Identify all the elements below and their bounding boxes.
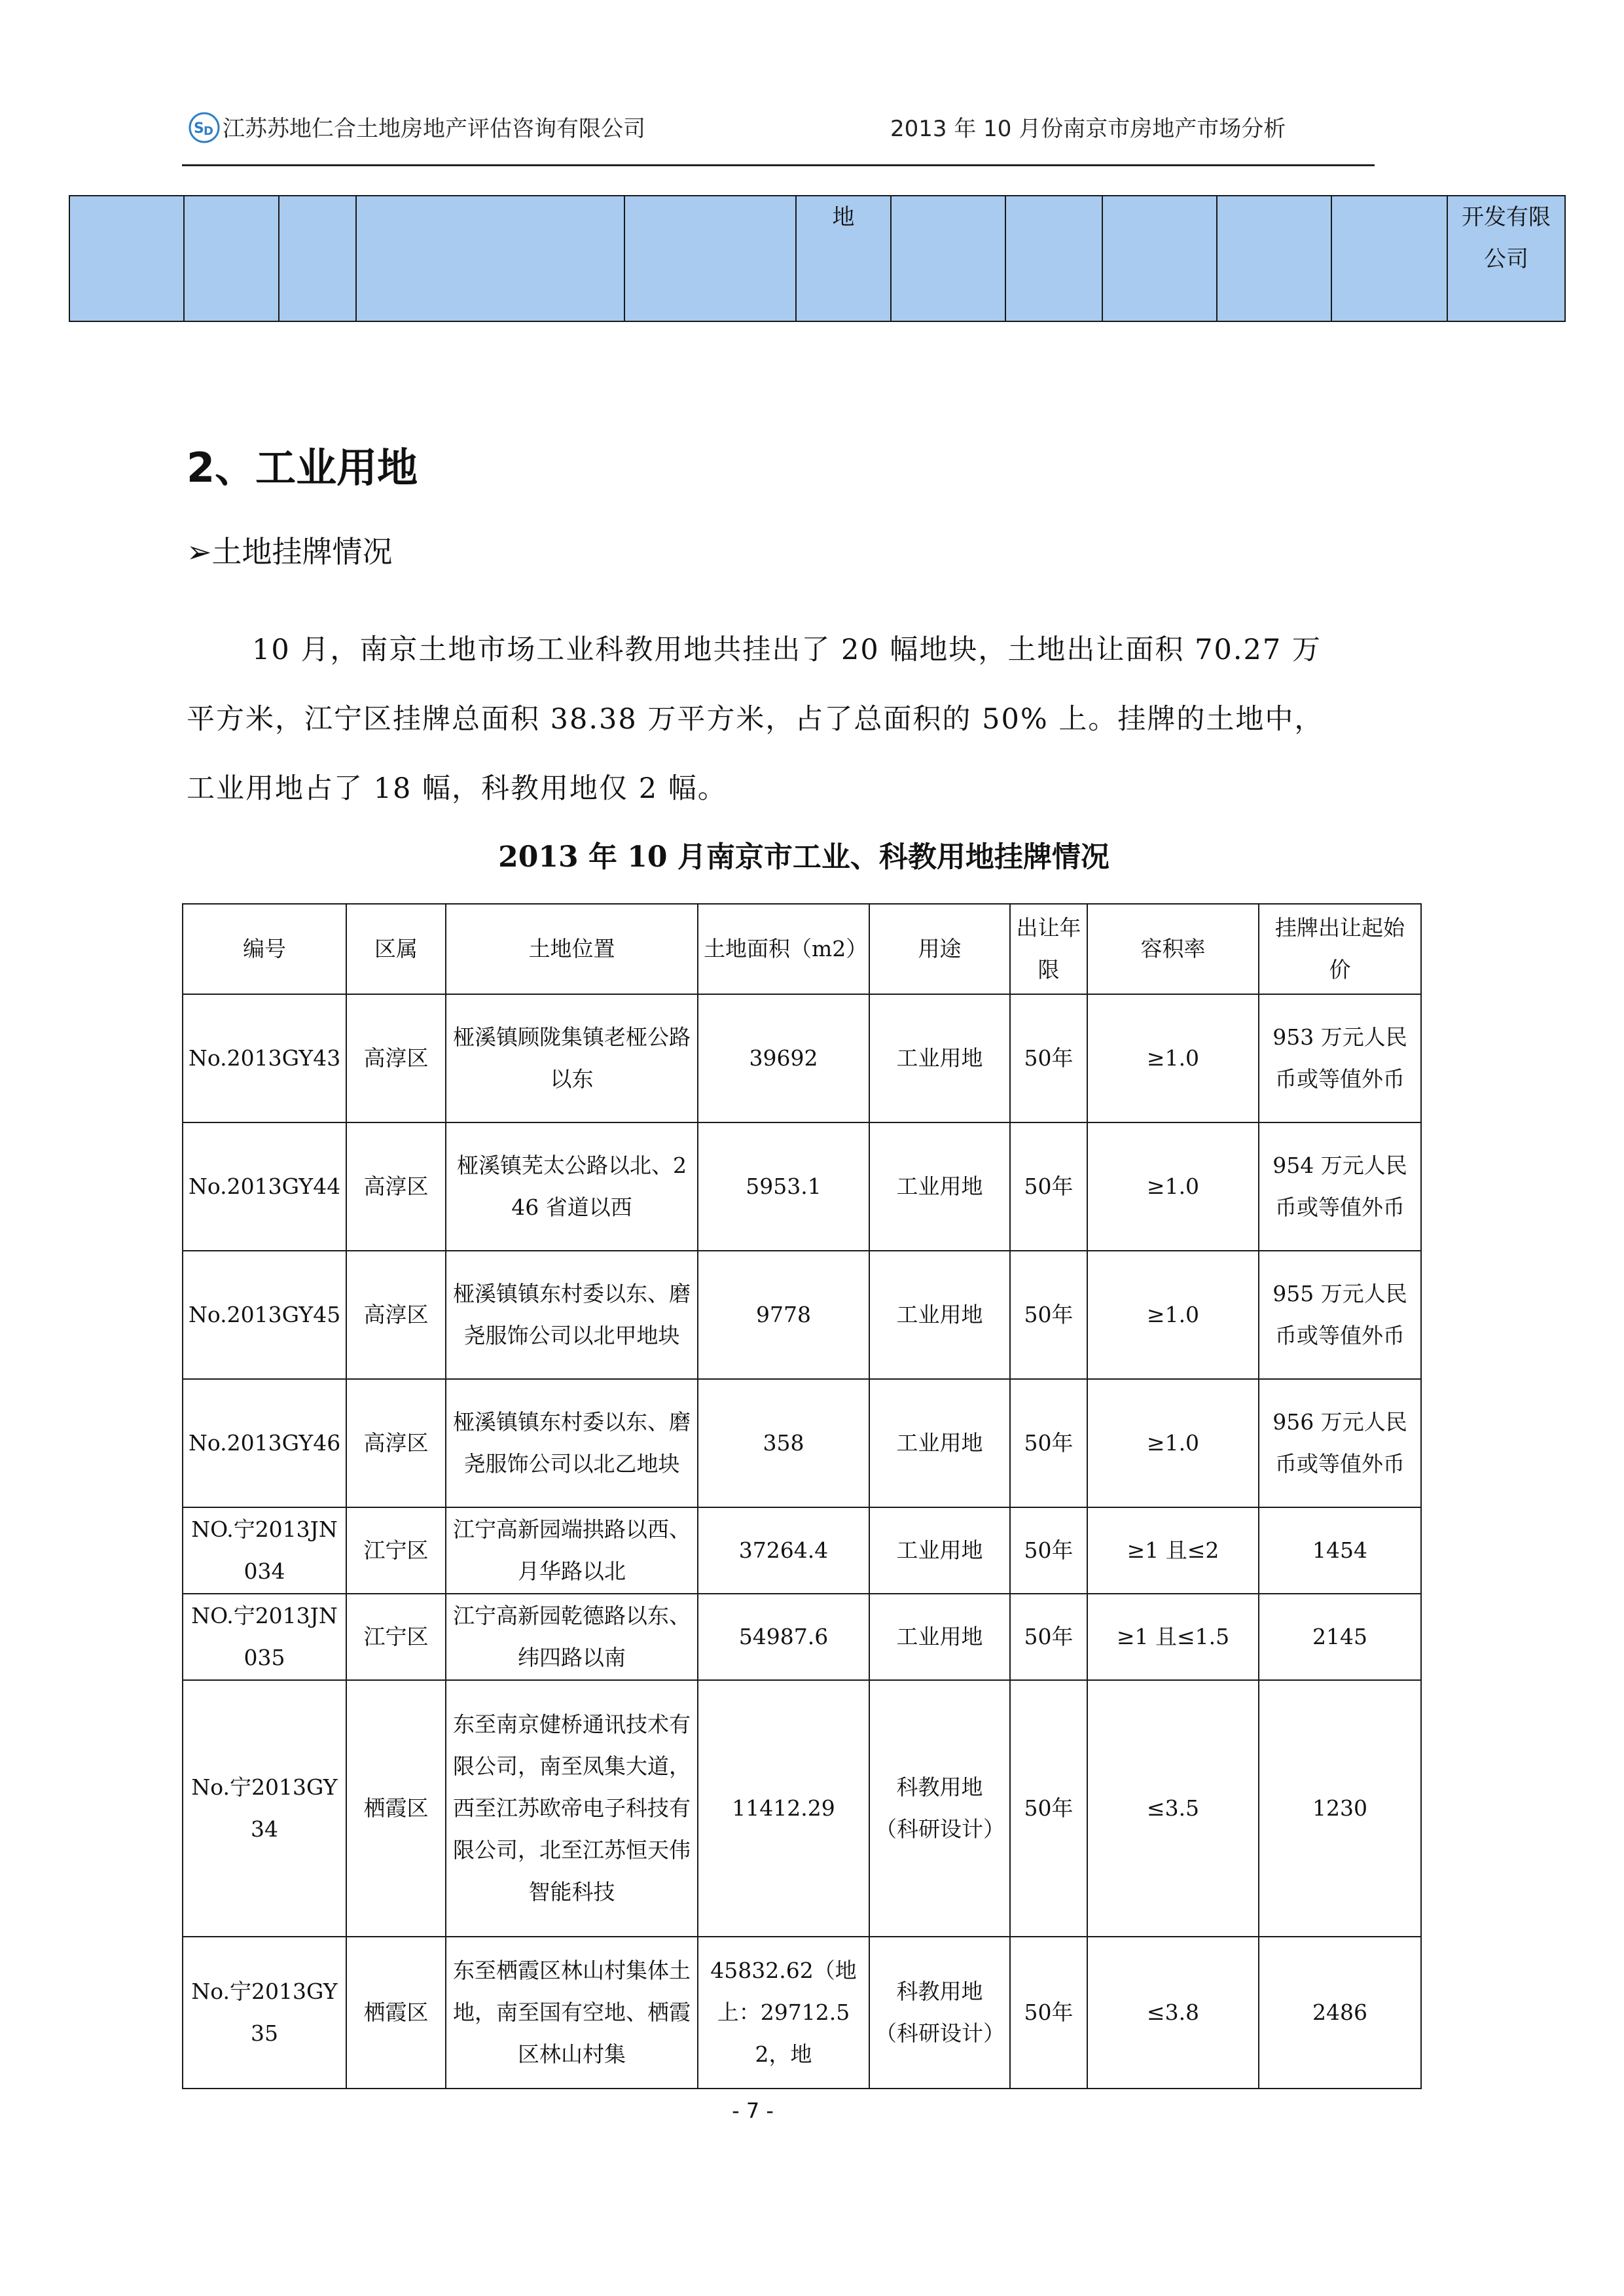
cell-location: 桠溪镇顾陇集镇老桠公路以东 bbox=[446, 994, 698, 1122]
cell-id: No.2013GY43 bbox=[183, 994, 346, 1122]
cell-start-price: 1230 bbox=[1259, 1680, 1421, 1937]
cell-term: 50年 bbox=[1010, 1122, 1087, 1251]
cell-area: 39692 bbox=[698, 994, 869, 1122]
cell-area: 54987.6 bbox=[698, 1594, 869, 1680]
table-row bbox=[183, 1122, 1421, 1251]
cell-plot-ratio: ≥1 且≤2 bbox=[1087, 1507, 1259, 1594]
cell-location: 东至南京健桥通讯技术有限公司，南至凤集大道，西至江苏欧帝电子科技有限公司，北至江苏恒天伟智能科技 bbox=[446, 1680, 698, 1937]
cell-start-price: 2145 bbox=[1259, 1594, 1421, 1680]
cell-term: 50年 bbox=[1010, 1937, 1087, 2089]
header-cell: 编号 bbox=[183, 904, 346, 994]
header-cell: 土地面积（m2） bbox=[698, 904, 869, 994]
continuation-row bbox=[69, 196, 1565, 321]
table-cell bbox=[279, 196, 356, 321]
cell-location: 江宁高新园乾德路以东、纬四路以南 bbox=[446, 1594, 698, 1680]
cell-district: 高淳区 bbox=[346, 1251, 446, 1379]
cell-use: 工业用地 bbox=[869, 1251, 1010, 1379]
table-row bbox=[183, 1251, 1421, 1379]
cell-term: 50年 bbox=[1010, 1507, 1087, 1594]
header-cell: 区属 bbox=[346, 904, 446, 994]
cell-use: 工业用地 bbox=[869, 1507, 1010, 1594]
svg-text:S: S bbox=[194, 120, 204, 137]
table-cell bbox=[69, 196, 184, 321]
cell-area: 11412.29 bbox=[698, 1680, 869, 1937]
cell-district: 高淳区 bbox=[346, 994, 446, 1122]
paragraph-line: 10 月，南京土地市场工业科教用地共挂出了 20 幅地块，土地出让面积 70.27 万 bbox=[252, 634, 1322, 666]
continuation-table bbox=[69, 195, 1566, 322]
cell-id: No.宁2013GY35 bbox=[183, 1937, 346, 2089]
table-row bbox=[183, 1680, 1421, 1937]
table-cell bbox=[1005, 196, 1102, 321]
header-cell: 容积率 bbox=[1087, 904, 1259, 994]
cell-start-price: 953 万元人民币或等值外币 bbox=[1259, 994, 1421, 1122]
cell-term: 50年 bbox=[1010, 994, 1087, 1122]
table-row bbox=[183, 1937, 1421, 2089]
table-row bbox=[183, 994, 1421, 1122]
cell-district: 栖霞区 bbox=[346, 1937, 446, 2089]
cell-district: 江宁区 bbox=[346, 1507, 446, 1594]
cell-area: 9778 bbox=[698, 1251, 869, 1379]
cell-location: 桠溪镇镇东村委以东、磨尧服饰公司以北甲地块 bbox=[446, 1251, 698, 1379]
table-cell bbox=[1331, 196, 1447, 321]
cell-use: 工业用地 bbox=[869, 1594, 1010, 1680]
land-listing-table bbox=[182, 903, 1422, 2089]
cell-plot-ratio: ≥1 且≤1.5 bbox=[1087, 1594, 1259, 1680]
svg-text:D: D bbox=[204, 124, 213, 138]
cell-id: No.2013GY46 bbox=[183, 1379, 346, 1507]
table-cell bbox=[356, 196, 624, 321]
header-cell: 出让年限 bbox=[1010, 904, 1087, 994]
cell-use: 工业用地 bbox=[869, 1122, 1010, 1251]
cell-plot-ratio: ≥1.0 bbox=[1087, 1122, 1259, 1251]
cell-area: 37264.4 bbox=[698, 1507, 869, 1594]
sub-heading bbox=[187, 529, 393, 575]
cell-id: No.2013GY45 bbox=[183, 1251, 346, 1379]
section-heading: 2、工业用地 bbox=[187, 444, 418, 492]
table-cell bbox=[184, 196, 279, 321]
cell-start-price: 955 万元人民币或等值外币 bbox=[1259, 1251, 1421, 1379]
cell-id: NO.宁2013JN034 bbox=[183, 1507, 346, 1594]
cell-plot-ratio: ≥1.0 bbox=[1087, 1251, 1259, 1379]
table-title: 2013 年 10 月南京市工业、科教用地挂牌情况 bbox=[498, 840, 1110, 874]
cell-term: 50年 bbox=[1010, 1379, 1087, 1507]
cell-term: 50年 bbox=[1010, 1251, 1087, 1379]
paragraph-line: 工业用地占了 18 幅，科教用地仅 2 幅。 bbox=[187, 772, 727, 805]
header-cell: 用途 bbox=[869, 904, 1010, 994]
table-header-row bbox=[183, 904, 1421, 994]
cell-location: 桠溪镇芜太公路以北、246 省道以西 bbox=[446, 1122, 698, 1251]
cell-id: No.宁2013GY34 bbox=[183, 1680, 346, 1937]
cell-location: 桠溪镇镇东村委以东、磨尧服饰公司以北乙地块 bbox=[446, 1379, 698, 1507]
cell-start-price: 954 万元人民币或等值外币 bbox=[1259, 1122, 1421, 1251]
cell-area: 5953.1 bbox=[698, 1122, 869, 1251]
header-cell: 挂牌出让起始价 bbox=[1259, 904, 1421, 994]
table-cell: 地 bbox=[796, 196, 891, 321]
header-divider bbox=[182, 164, 1375, 166]
cell-use: 科教用地（科研设计） bbox=[869, 1680, 1010, 1937]
cell-use: 工业用地 bbox=[869, 1379, 1010, 1507]
cell-location: 江宁高新园端拱路以西、月华路以北 bbox=[446, 1507, 698, 1594]
header-company-name: 江苏苏地仁合土地房地产评估咨询有限公司 bbox=[223, 116, 645, 142]
cell-term: 50年 bbox=[1010, 1594, 1087, 1680]
cell-term: 50年 bbox=[1010, 1680, 1087, 1937]
cell-start-price: 1454 bbox=[1259, 1507, 1421, 1594]
cell-plot-ratio: ≥1.0 bbox=[1087, 1379, 1259, 1507]
sd-logo-icon bbox=[188, 111, 221, 144]
cell-district: 江宁区 bbox=[346, 1594, 446, 1680]
table-cell: 开发有限公司 bbox=[1447, 196, 1565, 321]
table-cell bbox=[891, 196, 1005, 321]
cell-id: No.2013GY44 bbox=[183, 1122, 346, 1251]
sub-heading-label: 土地挂牌情况 bbox=[211, 534, 393, 569]
table-row bbox=[183, 1379, 1421, 1507]
cell-plot-ratio: ≤3.8 bbox=[1087, 1937, 1259, 2089]
cell-district: 高淳区 bbox=[346, 1122, 446, 1251]
cell-area: 358 bbox=[698, 1379, 869, 1507]
header-report-title: 2013 年 10 月份南京市房地产市场分析 bbox=[890, 116, 1286, 142]
table-cell bbox=[624, 196, 796, 321]
cell-plot-ratio: ≤3.5 bbox=[1087, 1680, 1259, 1937]
arrow-bullet-icon: ➢ bbox=[187, 534, 212, 569]
cell-district: 高淳区 bbox=[346, 1379, 446, 1507]
cell-start-price: 956 万元人民币或等值外币 bbox=[1259, 1379, 1421, 1507]
cell-area: 45832.62（地上：29712.52，地 bbox=[698, 1937, 869, 2089]
cell-plot-ratio: ≥1.0 bbox=[1087, 994, 1259, 1122]
table-row bbox=[183, 1507, 1421, 1594]
header-cell: 土地位置 bbox=[446, 904, 698, 994]
table-cell bbox=[1217, 196, 1331, 321]
table-row bbox=[183, 1594, 1421, 1680]
cell-use: 工业用地 bbox=[869, 994, 1010, 1122]
cell-location: 东至栖霞区林山村集体土地，南至国有空地、栖霞区林山村集 bbox=[446, 1937, 698, 2089]
page-number: - 7 - bbox=[732, 2098, 774, 2123]
paragraph-line: 平方米，江宁区挂牌总面积 38.38 万平方米，占了总面积的 50% 上。挂牌的土地中， bbox=[187, 703, 1324, 736]
cell-start-price: 2486 bbox=[1259, 1937, 1421, 2089]
table-cell bbox=[1102, 196, 1217, 321]
cell-id: NO.宁2013JN035 bbox=[183, 1594, 346, 1680]
cell-use: 科教用地（科研设计） bbox=[869, 1937, 1010, 2089]
cell-district: 栖霞区 bbox=[346, 1680, 446, 1937]
body-paragraph bbox=[187, 615, 1378, 823]
